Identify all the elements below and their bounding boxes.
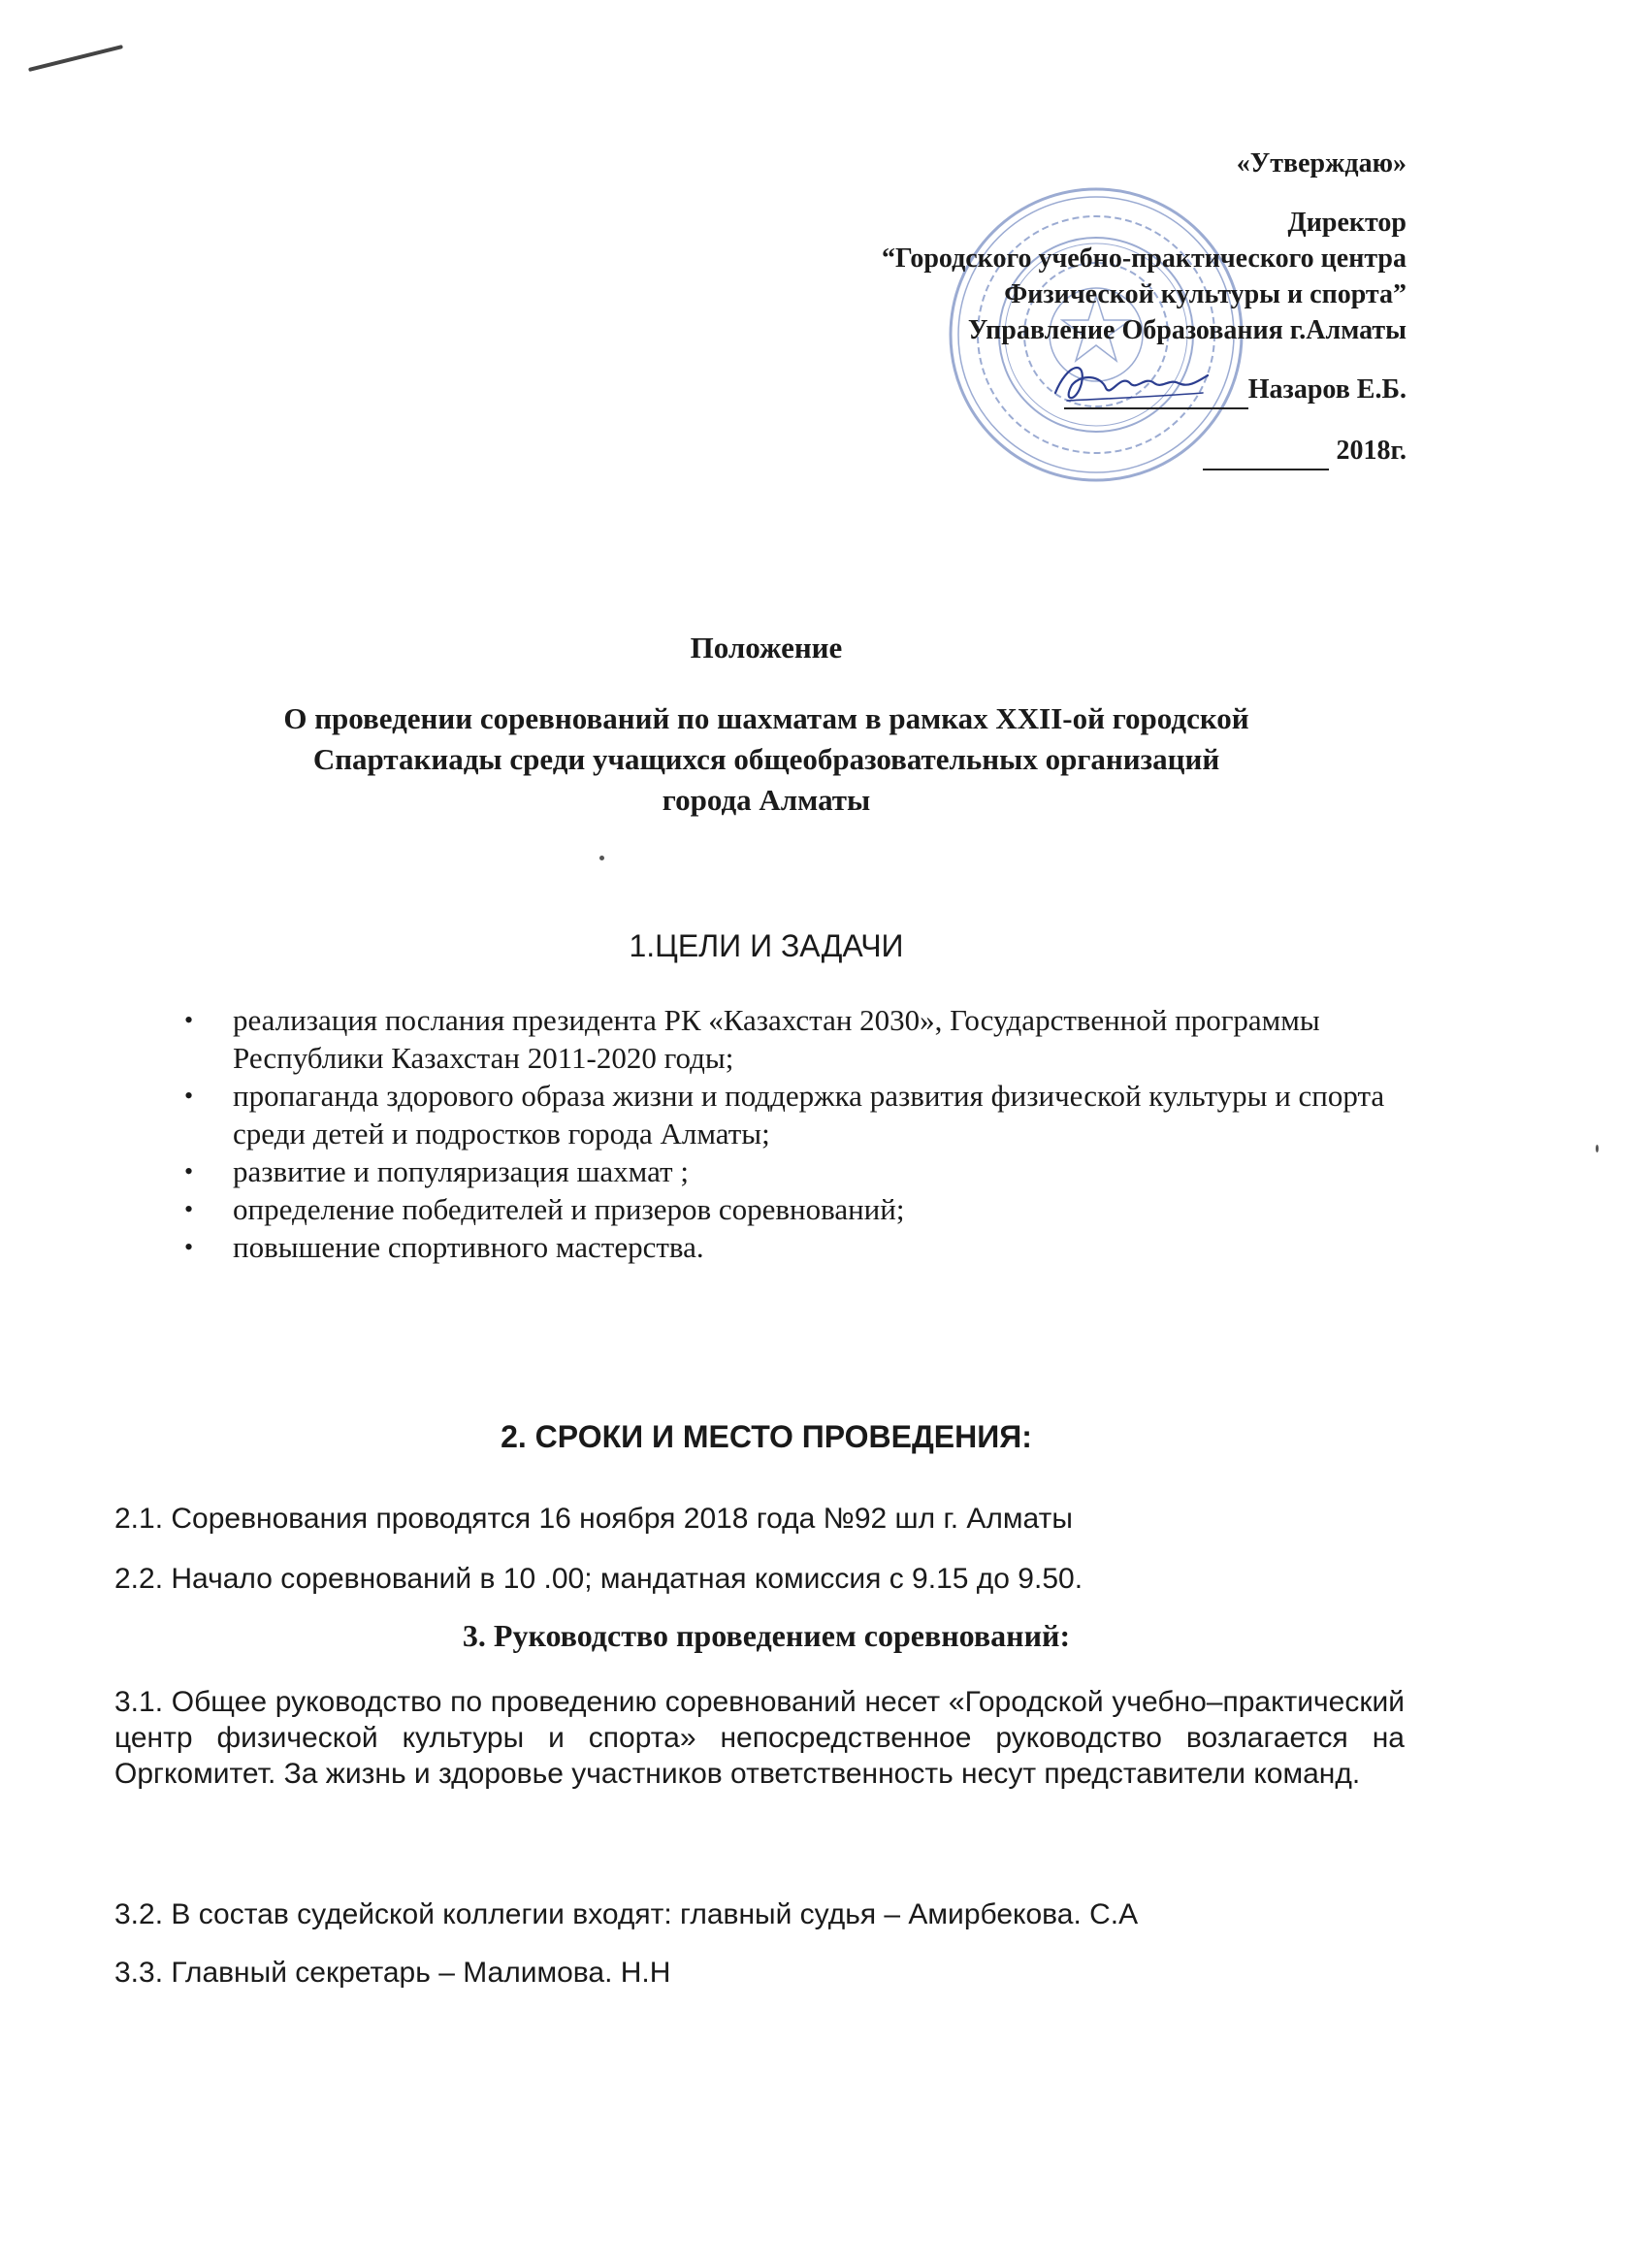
- document-title: Положение: [690, 631, 843, 664]
- paragraph-2-2: 2.2. Начало соревнований в 10 .00; мандатная комиссия с 9.15 до 9.50.: [114, 1563, 1083, 1595]
- list-item: • развитие и популяризация шахмат ;: [184, 1152, 1406, 1190]
- approval-year: 2018г.: [1336, 436, 1406, 466]
- paragraph-3-3: 3.3. Главный секретарь – Малимова. Н.Н: [114, 1957, 671, 1989]
- director-title: Директор: [1287, 208, 1406, 238]
- date-line: [669, 433, 1406, 470]
- list-item: • определение победителей и призеров соревнований;: [184, 1190, 1406, 1228]
- paragraph-3-2: 3.2. В состав судейской коллегии входят: главный судья – Амирбекова. С.А: [114, 1898, 1139, 1930]
- center-name-line1: “Городского учебно-практического центра: [881, 243, 1406, 274]
- section-heading-management: 3. Руководство проведением соревнований:: [462, 1618, 1071, 1653]
- scan-dot: [599, 856, 604, 860]
- approve-label: «Утверждаю»: [1236, 148, 1406, 178]
- paragraph-2-1: 2.1. Соревнования проводятся 16 ноября 2018 года №92 шл г. Алматы: [114, 1503, 1073, 1535]
- subtitle-line: города Алматы: [662, 783, 871, 817]
- list-item: • реализация послания президента РК «Казахстан 2030», Государственной программы Республики Казахстан 2011-2020 годы;: [184, 1001, 1406, 1077]
- director-name: Назаров Е.Б.: [1247, 374, 1406, 405]
- section-heading-dates: 2. СРОКИ И МЕСТО ПРОВЕДЕНИЯ:: [501, 1419, 1032, 1454]
- section-heading-goals: 1.ЦЕЛИ И ЗАДАЧИ: [629, 928, 904, 963]
- paragraph-3-1: 3.1. Общее руководство по проведению соревнований несет «Городской учебно–практический центр физической культуры и спорта» непосредственное руководство возлагается на Оргкомитет. За жизнь и здоровье участников ответственность несут представители команд.: [114, 1686, 1405, 1790]
- signature-line: [669, 372, 1406, 409]
- list-item: • повышение спортивного мастерства.: [184, 1228, 1406, 1266]
- department-name: Управление Образования г.Алматы: [967, 315, 1406, 345]
- center-name-line2: Физической культуры и спорта”: [1004, 279, 1406, 309]
- subtitle-line: О проведении соревнований по шахматам в рамках XXII-ой городской: [283, 701, 1249, 735]
- subtitle-line: Спартакиады среди учащихся общеобразовательных организаций: [312, 742, 1220, 776]
- document-subtitle: [116, 698, 1416, 821]
- approval-block: [669, 146, 1406, 470]
- list-item: • пропаганда здорового образа жизни и поддержка развития физической культуры и спорта среди детей и подростков города Алматы;: [184, 1077, 1406, 1152]
- goals-list: [184, 1001, 1406, 1266]
- scan-dot: [1596, 1145, 1599, 1152]
- scan-mark: [28, 45, 123, 72]
